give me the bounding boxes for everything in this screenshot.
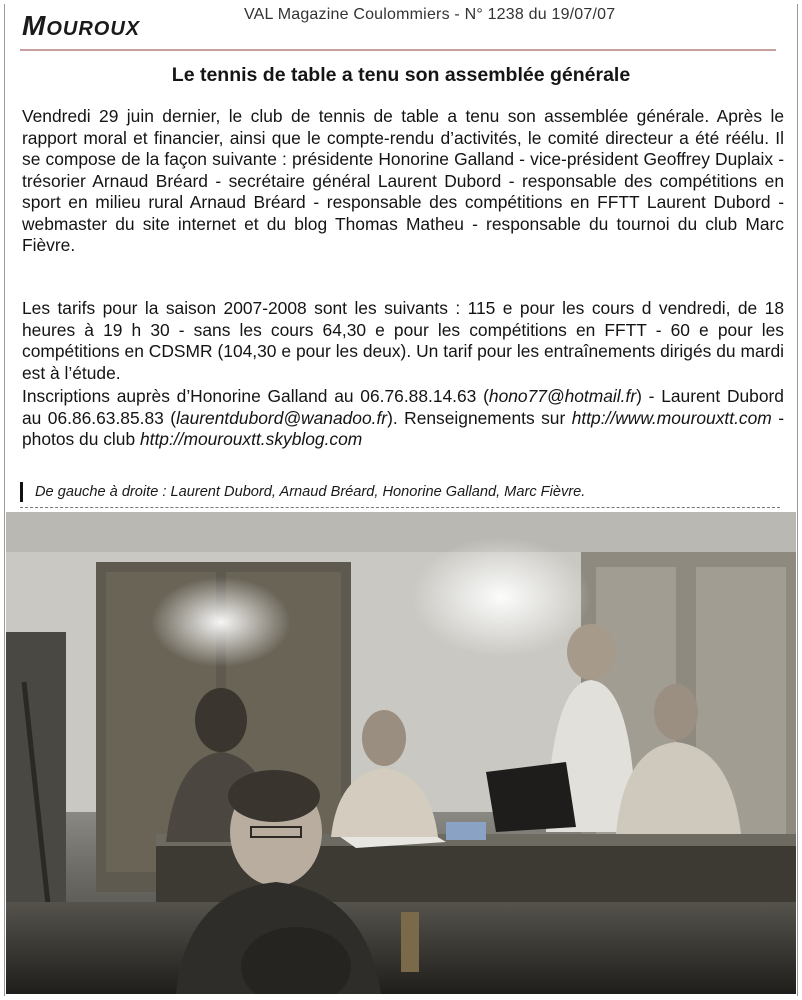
masthead — [16, 4, 786, 48]
contact-text-1: Inscriptions auprès d’Honorine Galland au 06.76.88.14.63 ( — [22, 386, 489, 406]
contact-text-3: ). Renseignements sur — [387, 407, 572, 428]
photo-caption: De gauche à droite : Laurent Dubord, Arnaud Bréard, Honorine Galland, Marc Fièvre. — [20, 482, 780, 502]
blog-link[interactable]: http://mourouxtt.skyblog.com — [139, 429, 363, 449]
section-name: Mouroux — [22, 10, 141, 41]
email-link-2[interactable]: laurentdubord@wanadoo.fr — [176, 407, 388, 428]
article-paragraph-2: Les tarifs pour la saison 2007-2008 sont les suivants : 115 e pour les cours d vendredi, de 18 heures à 19 h 30 - sans les cours 64,30 e pour les compétitions en FFTT - 60 e pour les compétitions en CDSMR (104,30 e pour les deux). Un tarif pour les entraînements dirigés du mardi est à l’étude. — [22, 298, 784, 383]
article-paragraph-3 — [22, 386, 784, 451]
website-link[interactable]: http://www.mourouxtt.com — [571, 407, 772, 428]
article-headline: Le tennis de table a tenu son assemblée générale — [171, 64, 631, 86]
contact-text-4: - photos du club — [22, 407, 784, 449]
club-photo — [6, 512, 796, 994]
contact-text-2: ) - Laurent Dubord au 06.86.63.85.83 ( — [22, 386, 784, 428]
article-paragraph-1: Vendredi 29 juin dernier, le club de tennis de table a tenu son assemblée générale. Après le rapport moral et financier, ainsi que le compte-rendu d’activités, le comité directeur a été réélu. Il se compose de la façon suivante : présidente Honorine Galland - vice-président Geoffrey Duplaix - trésorier Arnaud Bréard - secrétaire général Laurent Dubord - responsable des compétitions en sport en milieu rural Arnaud Bréard - responsable des compétitions en FFTT Laurent Dubord - webmaster du site internet et du blog Thomas Matheu - responsable du tournoi du club Marc Fièvre. — [22, 106, 784, 255]
caption-rule — [20, 507, 780, 509]
email-link-1[interactable]: hono77@hotmail.fr — [488, 386, 637, 406]
masthead-rule — [20, 49, 776, 51]
source-line: VAL Magazine Coulommiers - N° 1238 du 19/07/07 — [244, 6, 616, 23]
club-photo-illustration — [6, 512, 796, 994]
